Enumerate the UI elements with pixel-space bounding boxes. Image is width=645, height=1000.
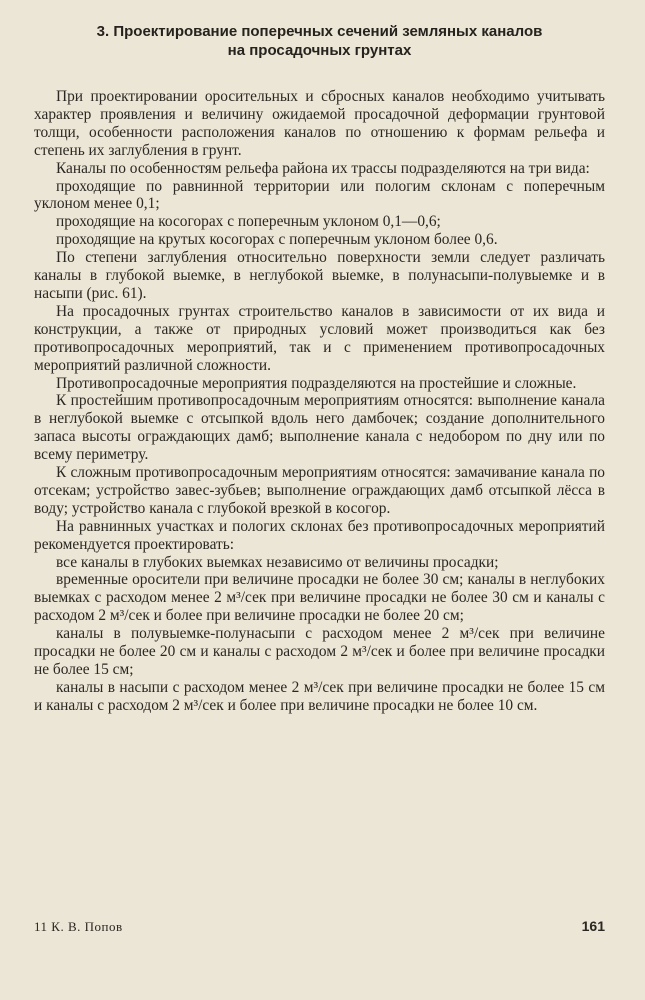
page-number: 161 [581, 918, 605, 934]
paragraph-measures: Противопросадочные мероприятия подразделяются на простейшие и сложные. [56, 374, 577, 392]
list-item-embankment: каналы в насыпи с расходом менее 2 м³/сек при величине просадки не более 15 см и каналы с расходом 2 м³/сек и более при величине просадки не более 10 см. [34, 678, 605, 714]
paragraph-intro: При проектировании оросительных и сбросных каналов необходимо учитывать характер проявления и величину ожидаемой просадочной деформации грунтовой толщи, особенности расположения каналов по отношению к формам рельефа и степень их заглубления в грунт. [34, 88, 605, 159]
list-item-plain: проходящие по равнинной территории или пологим склонам с поперечным уклоном менее 0,1; [34, 177, 605, 213]
list-item-slopes: проходящие на косогорах с поперечным уклоном 0,1—0,6; [56, 213, 441, 231]
section-title-line-1: 3. Проектирование поперечных сечений земляных каналов [96, 23, 543, 40]
printer-signature: 11 К. В. Попов [34, 919, 123, 934]
paragraph-simple-measures: К простейшим противопросадочным мероприятиям относятся: выполнение канала в неглубокой выемке с отсыпкой вдоль него дамбочек; создание дополнительного запаса высоты ограждающих дамб; выполнение канала с недобором по дну или по всему периметру. [34, 392, 605, 464]
paragraph-recommendations: На равнинных участках и пологих склонах без противопросадочных мероприятий рекомендуется проектировать: [34, 517, 605, 553]
paragraph-construction: На просадочных грунтах строительство каналов в зависимости от их вида и конструкции, а также от природных условий может производиться как без противопросадочных мероприятий, так и с применением противопросадочных мероприятий различной сложности. [34, 302, 605, 374]
list-item-temporary: временные оросители при величине просадки не более 30 см; каналы в неглубоких выемках с расходом менее 2 м³/сек при величине просадки не более 30 см и каналы с расходом 2 м³/сек и более при величине просадки не более 20 см; [34, 571, 605, 625]
body-text [34, 88, 605, 715]
section-title-line-2: на просадочных грунтах [227, 42, 412, 59]
section-title [34, 22, 605, 60]
list-item-half-cut: каналы в полувыемке-полунасыпи с расходом менее 2 м³/сек при величине просадки не более 20 см и каналы с расходом 2 м³/сек и более при величине просадки не более 15 см; [34, 625, 605, 678]
paragraph-complex-measures: К сложным противопросадочным мероприятиям относятся: замачивание канала по отсекам; устройство завес-зубьев; выполнение ограждающих дамб отсыпкой лёсса в воду; устройство канала с глубокой врезкой в косогор. [34, 464, 605, 517]
paragraph-depth: По степени заглубления относительно поверхности земли следует различать каналы в глубокой выемке, в неглубокой выемке, в полунасыпи-полувыемке и в насыпи (рис. 61). [34, 249, 605, 302]
list-item-steep-slopes: проходящие на крутых косогорах с поперечным уклоном более 0,6. [56, 231, 498, 249]
paragraph-canal-types: Каналы по особенностям рельефа района их трассы подразделяются на три вида: [56, 159, 590, 177]
page-footer [34, 918, 605, 935]
list-item-deep-cuts: все каналы в глубоких выемках независимо от величины просадки; [56, 553, 499, 571]
